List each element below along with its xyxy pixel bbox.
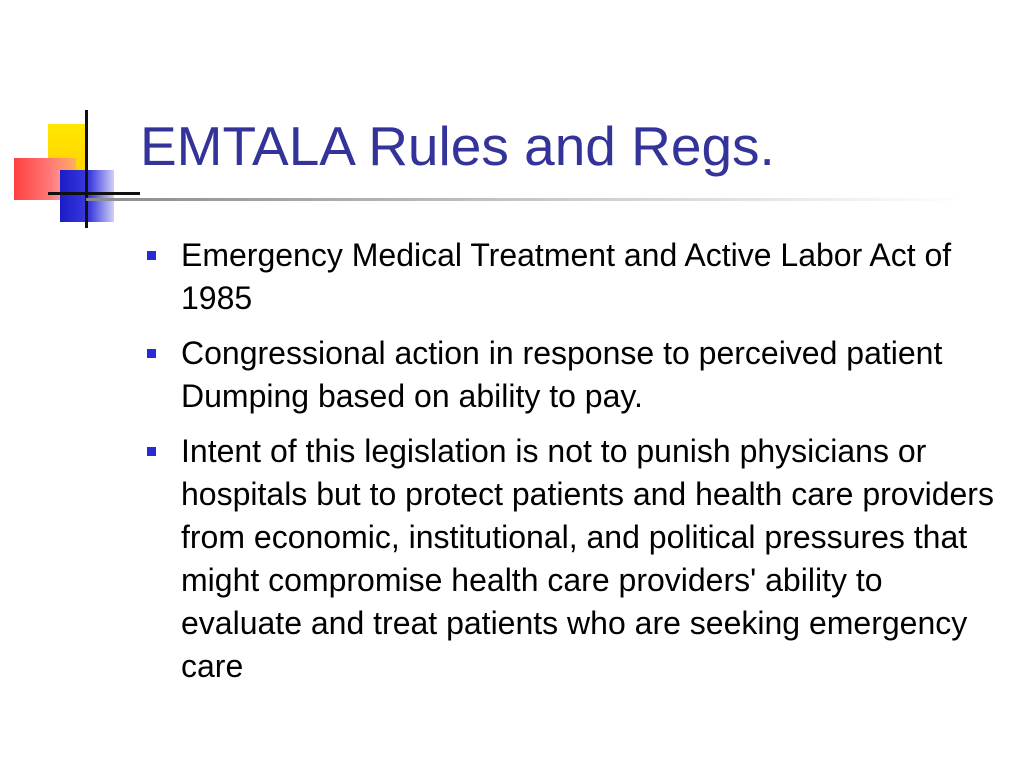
bullet-list bbox=[140, 234, 1000, 700]
square-bullet-icon bbox=[147, 251, 156, 260]
bullet-item bbox=[140, 234, 1000, 320]
vertical-line bbox=[85, 110, 88, 228]
bullet-text: Congressional action in response to perceived patient Dumping based on ability to pay. bbox=[181, 335, 943, 414]
bullet-text: Intent of this legislation is not to punish physicians or hospitals but to protect patients and health care providers from economic, institutional, and political pressures that might compromise health care providers' ability to evaluate and treat patients who are seeking emergency care bbox=[181, 433, 994, 684]
slide-title: EMTALA Rules and Regs. bbox=[140, 115, 775, 177]
title-underline bbox=[86, 198, 966, 201]
square-bullet-icon bbox=[147, 447, 156, 456]
horizontal-line bbox=[48, 192, 140, 195]
decorative-logo-blocks bbox=[0, 0, 160, 240]
square-bullet-icon bbox=[147, 349, 156, 358]
bullet-text: Emergency Medical Treatment and Active Labor Act of 1985 bbox=[181, 237, 952, 316]
bullet-item bbox=[140, 430, 1000, 688]
bullet-item bbox=[140, 332, 1000, 418]
